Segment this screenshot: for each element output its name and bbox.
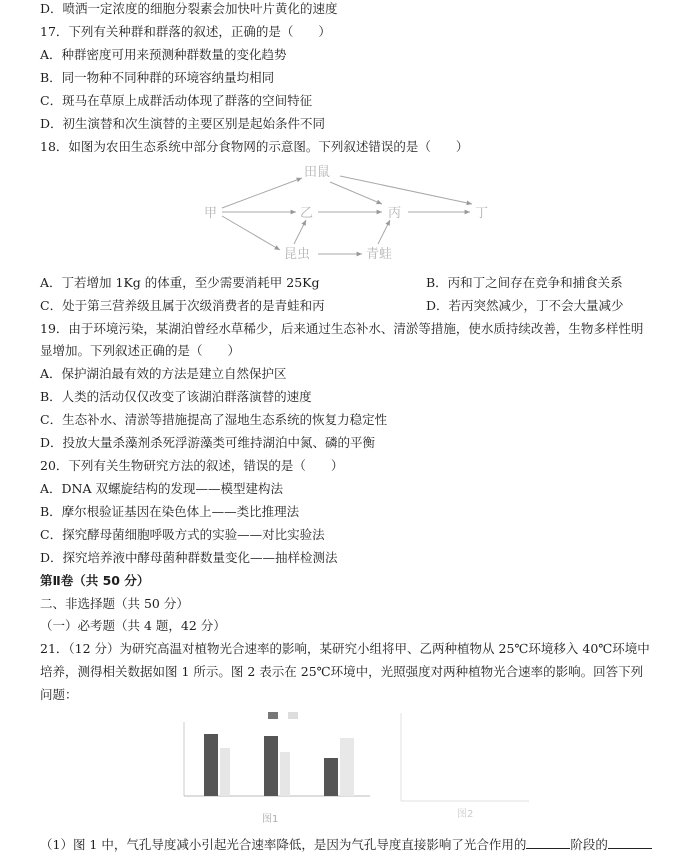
q19-option-a: A．保护湖泊最有效的方法是建立自然保护区: [40, 366, 287, 381]
legend-swatch-2: [288, 712, 298, 719]
bar-2b: [280, 752, 290, 796]
node-tianshu: 田鼠: [304, 165, 331, 180]
arrow-qingwa-bing: [378, 220, 390, 244]
q21-line2: 培养，测得相关数据如图 1 所示。图 2 表示在 25℃环境中，光照强度对两种植物光合速率的影响。回答下列: [40, 664, 644, 679]
arrow-jia-kunchong: [222, 216, 280, 250]
figure-2-line-chart: [395, 703, 535, 823]
q20-option-c: C．探究酵母菌细胞呼吸方式的实验——对比实验法: [40, 527, 325, 542]
bar-3: [324, 758, 338, 796]
section2-required: （一）必考题（共 4 题，42 分）: [40, 618, 226, 633]
node-kunchong: 昆虫: [284, 247, 311, 262]
figure-1-bar-chart: [160, 708, 380, 828]
q19-stem-line2: 显增加。下列叙述正确的是（ ）: [40, 343, 241, 358]
bar-1: [204, 734, 218, 796]
q21-line3: 问题：: [40, 687, 78, 702]
node-ding: 丁: [475, 206, 489, 221]
legend-swatch-1: [268, 712, 278, 719]
q19-option-d: D．投放大量杀藻剂杀死浮游藻类可维持湖泊中氮、磷的平衡: [40, 435, 376, 450]
q17-option-c: C．斑马在草原上成群活动体现了群落的空间特征: [40, 93, 313, 108]
section2-subtitle: 二、非选择题（共 50 分）: [40, 596, 189, 611]
q18-option-a: A．丁若增加 1Kg 的体重，至少需要消耗甲 25Kg: [40, 275, 320, 290]
q17-option-b: B．同一物种不同种群的环境容纳量均相同: [40, 70, 275, 85]
q18-option-d: D．若丙突然减少，丁不会大量减少: [426, 298, 624, 313]
arrow-tianshu-bing: [330, 182, 382, 204]
q17-stem: 17．下列有关种群和群落的叙述，正确的是（ ）: [40, 24, 331, 39]
bar-2: [264, 736, 278, 796]
q21-line1: 21．（12 分）为研究高温对植物光合速率的影响，某研究小组将甲、乙两种植物从 25℃环境移入 40℃环境中: [40, 641, 650, 656]
q18-stem: 18．如图为农田生态系统中部分食物网的示意图。下列叙述错误的是（ ）: [40, 139, 469, 154]
node-qingwa: 青蛙: [366, 247, 393, 262]
q17-option-d: D．初生演替和次生演替的主要区别是起始条件不同: [40, 116, 326, 131]
figure-2-caption: 图2: [457, 809, 474, 820]
bar-1b: [220, 748, 230, 796]
q21-sub1-middle: 阶段的: [570, 837, 608, 852]
section2-title: 第Ⅱ卷（共 50 分）: [40, 573, 150, 588]
q17-option-a: A．种群密度可用来预测种群数量的变化趋势: [40, 47, 287, 62]
q19-option-b: B．人类的活动仅仅改变了该湖泊群落演替的速度: [40, 389, 312, 404]
arrow-tianshu-ding: [340, 176, 472, 204]
q19-stem-line1: 19．由于环境污染，某湖泊曾经水草稀少，后来通过生态补水、清淤等措施，使水质持续改善，生物多样性明: [40, 321, 644, 336]
q20-stem: 20．下列有关生物研究方法的叙述，错误的是（ ）: [40, 458, 344, 473]
bar-3b: [340, 738, 354, 796]
q20-option-d: D．探究培养液中酵母菌种群数量变化——抽样检测法: [40, 550, 338, 565]
q18-option-b: B．丙和丁之间存在竞争和捕食关系: [426, 275, 623, 290]
answer-blank-1[interactable]: [526, 836, 570, 849]
q18-option-c: C．处于第三营养级且属于次级消费者的是青蛙和丙: [40, 298, 325, 313]
arrow-kunchong-yi: [294, 220, 306, 244]
node-bing: 丙: [388, 206, 402, 221]
q20-option-a: A．DNA 双螺旋结构的发现——模型建构法: [40, 481, 283, 496]
q21-sub1: [40, 836, 652, 853]
arrow-jia-tianshu: [222, 178, 302, 208]
food-web-diagram: [190, 160, 500, 270]
q21-sub1-prefix: （1）图 1 中，气孔导度减小引起光合速率降低，是因为气孔导度直接影响了光合作用的: [40, 837, 527, 852]
node-jia: 甲: [204, 206, 218, 221]
figure-1-caption: 图1: [262, 814, 279, 825]
answer-blank-2[interactable]: [608, 836, 652, 849]
node-yi: 乙: [300, 206, 314, 221]
q19-option-c: C．生态补水、清淤等措施提高了湿地生态系统的恢复力稳定性: [40, 412, 388, 427]
q20-option-b: B．摩尔根验证基因在染色体上——类比推理法: [40, 504, 300, 519]
prev-option-d: D．喷洒一定浓度的细胞分裂素会加快叶片黄化的速度: [40, 1, 338, 16]
